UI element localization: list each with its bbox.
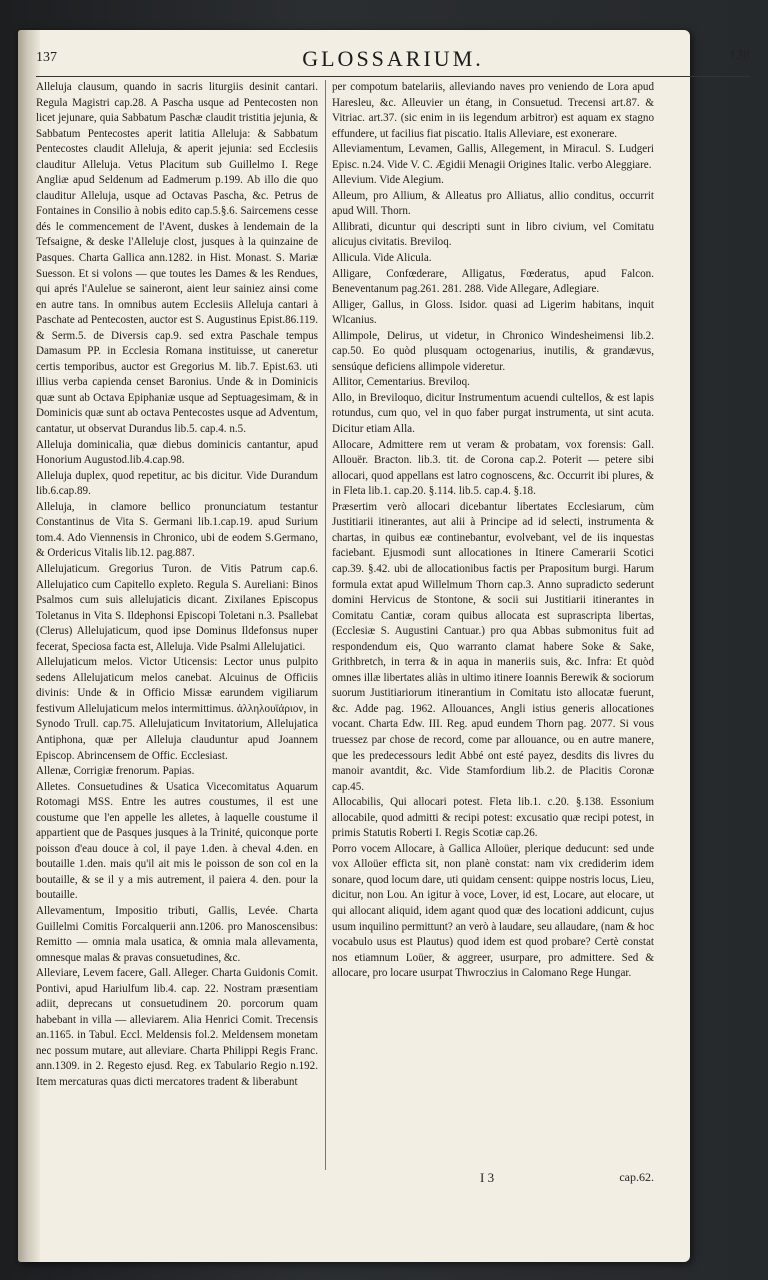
entry-alliger: Alliger, Gallus, in Gloss. Isidor. quasi ad Ligerim habitans, inquit Wlcanius. bbox=[332, 298, 654, 327]
entry-allelujaticum-melos: Allelujaticum melos. Victor Uticensis: Lector unus pulpito sedens Allelujaticum melos canebat. Alcuinus de Officiis divinis: Unde & in Officio Missæ earundem vigiliarum festivum Allelujaticum melos intermittimus. ἀλληλουϊάριον, in Synodo Trull. cap.75. Allelujaticum Invitatorium, Allelujatica Antiphona, quæ per Alleluja clauduntur apud Joannem Episcop. Abrincensem de Offic. Ecclesiast. bbox=[36, 656, 318, 762]
entry-allevium: Allevium. Vide Alegium. bbox=[332, 174, 444, 187]
page-number-right: 138 bbox=[729, 48, 750, 63]
entry-alleum: Alleum, pro Allium, & Alleatus pro Alliatus, allio conditus, occurrit apud Will. Thorn. bbox=[332, 189, 654, 218]
entry-allocare-praesertim: Præsertim verò allocari dicebantur libertates Ecclesiarum, cùm Justitiarii itinerantes, aut alii à Principe ad id selecti, instrumenta & chartas, in quibus eæ continebantur, evolvebant, vel de iis inquestas faciebant. Ejusmodi sunt allocationes in Itinere Camerarii Scotici cap.39. §.42. ubi de allocationibus factis per Prapositum burgi. Harum formula extat apud Willelmum Thorn cap.3. Anno supradicto sederunt domini Hervicus de Stontone, & socii sui Justitiarii itinerantes in Comitatu Cantiæ, coram quibus allocata est suprascripta libertas, (Ecclesiæ S. Augustini Cantuar.) pro qua Abbas submonitus fuit ad respondendum eis, Quo warranto clamat habere Soke & Sake, Grithbretch, in terra & in aqua in maneriis suis, &c. Infra: Et quòd omnes illæ libertates aliàs in ultimo itinere Ioannis Berewik & sociorum suorum Justitiariorum itinerantium in Comitatu isto allocatæ fuerunt, &c. Adde pag. 1962. Allouances, Angli istius generis allocationes vocant. Charta Edw. III. Reg. apud eundem Thorn pag. 2077. Si vous truessez par chose de record, come par allouance, ou en autre manere, que les predecessours ledit Abbé ont esté payez, desdits dis livres du manoir avantdit, &c. Vide Stamfordium lib.2. de Placitis Coronæ cap.45. bbox=[332, 500, 654, 793]
entry-allocare: Allocare, Admittere rem ut veram & probatam, vox forensis: Gall. Allouër. Bracton. lib.3. tit. de Corona cap.2. Poterit — petere sibi allocari, quod appellans est latro cognoscens, &c. Occurrit ibi plures, & in Fleta lib.1. cap.20. §.114. lib.5. cap.4. §.18. bbox=[332, 438, 654, 498]
page-number-left: 137 bbox=[36, 50, 57, 65]
entry-alleluja-dominicalia: Alleluja dominicalia, quæ diebus dominicis cantantur, apud Honorium Augustod.lib.4.cap.98. bbox=[36, 438, 318, 467]
entry-alleluja: Alleluja, in clamore bellico pronunciatum testantur Constantinus de Vita S. Germani lib.1.cap.19. apud Surium tom.4. Ado Viennensis in Chronico, ubi de eodem S.Germano, & Ordericus Vitalis lib.12. pag.887. bbox=[36, 500, 318, 560]
entry-allitor: Allitor, Cementarius. Breviloq. bbox=[332, 376, 470, 389]
signature-mark: I 3 bbox=[480, 1170, 495, 1185]
right-column bbox=[332, 80, 654, 982]
entry-allimpole: Allimpole, Delirus, ut videtur, in Chronico Windesheimensi lib.2. cap.50. Eo quòd plusquam octogenarius, inutilis, & grandævus, sensúque deficiens allimpole videretur. bbox=[332, 329, 654, 373]
catchword: cap.62. bbox=[619, 1170, 654, 1184]
entry-allenae: Allenæ, Corrigiæ frenorum. Papias. bbox=[36, 765, 195, 778]
entry-allocabilis: Allocabilis, Qui allocari potest. Fleta lib.1. c.20. §.138. Essonium allocabile, quod admitti & recipi potest: excusatio quæ recipi potest, in primis Statutis Roberti I. Regis Scotiæ cap.26. bbox=[332, 796, 654, 840]
entry-allibrati: Allibrati, dicuntur qui descripti sunt in libro civium, vel Comitatu alicujus civitatis. Breviloq. bbox=[332, 220, 654, 249]
entry-allelujaticum: Allelujaticum. Gregorius Turon. de Vitis Patrum cap.6. Allelujatico cum Capitello expleto. Regula S. Aureliani: Binos Psalmos cum suis allelujaticis dicant. Zixilanes Episcopus Toletanus in Vita S. Ildephonsi Episcopi Toletani n.3. Psallebat (Clerus) Allelujaticum, quod ipse Dominus Ildefonsus nuper fecerat, Speciosa facta est, Alleluja. Vide Psalmi Allelujatici. bbox=[36, 562, 318, 653]
column-divider bbox=[325, 80, 326, 1170]
entry-allevamentum: Allevamentum, Impositio tributi, Gallis, Levée. Charta Guillelmi Comitis Forcalquerii ann.1206. pro Manoscensibus: Remitto — omnia mala usatica, & omnia mala allevamenta, omnesque malas & pravas consuetudines, &c. bbox=[36, 904, 318, 964]
entry-alleluja-clausum: Alleluja clausum, quando in sacris liturgiis desinit cantari. Regula Magistri cap.28. A Pascha usque ad Pentecosten non licet jejunare, quia Sabbatum Paschæ claudit tristitia jejunia, & Sabbatum Pentecostes aperit latitia Alleluja: & Sabbatum Pentecostes claudit Alleluja, & aperit jejunia: sed Ecclesiis clauditur Alleluja. Vetus Placitum sub Guillelmo I. Rege Angliæ apud Seldenum ad Eadmerum p.199. Ab illo die quo clauditur Alleluja, usque ad Octavas Pascha, &c. Petrus de Fontaines in Consilio à nobis edito cap.5.§.6. Saircemens cesse dés le commencement de l'Avent, duskes à lendemain de la Tefsaigne, & deske l'Alleluje clost, jusques à la quinzaine de Pasques. Charta Gallica ann.1282. in Hist. Monast. S. Mariæ Suesson. Et si volons — que toutes les Dames & les Rendues, qui aprés l'Aulelue se saineront, aient leur sainiez ainsi come en autre tans. In omnibus autem Ecclesiis Alleluja cantari à Paschate ad Pentecosten, auctor est S. Augustinus Epist.86.119. & Serm.5. de Diversis cap.9. sed extra Paschale tempus Damasum PP. in Ecclesia Romana instituisse, ut caneretur certis temporibus, auctor est Gregorius M. lib.7. Epist.63. uti illius verba capienda censet Baronius. Unde & in Dominicis quæ sunt ab Octava Epiphaniæ usque ad Septuagesimam, & in Dominicis quæ sunt ab octava Pentecostes usque ad Adventum, cantatur, ut observat Durandus lib.5. cap.4. n.5. bbox=[36, 81, 318, 436]
entry-alleviare-continued: per compotum batelariis, alleviando naves pro veniendo de Lora apud Haresleu, &c. Alleuvier un étang, in Consuetud. Trecensi art.87. & Vitriac. art.37. (sic enim in iis legendum arbitror) est aquam ex stagno effundere, ut facilius fiat piscatio. Italis Alleviare, est exonerare. bbox=[332, 81, 654, 140]
entry-alletes: Alletes. Consuetudines & Usatica Vicecomitatus Aquarum Rotomagi MSS. Entre les autres coustumes, il est une coustume que l'en appelle les alletes, à laquelle coustume il appartient que de Pasques jusques à la Trinité, quiconque porte poisson d'eau douce à col, il paye 1.den. à cheval 4.den. en boutaille 1.den. mais qu'il ait mis le poisson de son col en la boutaille, & se il y a mis autrement, il paiera 4. den. pour la boutaille. bbox=[36, 780, 318, 902]
page-title: GLOSSARIUM. bbox=[302, 46, 484, 71]
header-rule bbox=[36, 76, 750, 77]
page-footer bbox=[332, 1170, 654, 1190]
entry-alleluja-duplex: Alleluja duplex, quod repetitur, ac bis dicitur. Vide Durandum lib.6.cap.89. bbox=[36, 469, 318, 498]
entry-allo: Allo, in Breviloquo, dicitur Instrumentum acuendi cultellos, & est lapis rotundus, cum quo, vel in quo faber purgat instrumenta, ut sint acuta. Dicitur etiam Alla. bbox=[332, 391, 654, 436]
running-header bbox=[36, 46, 750, 70]
entry-allocare-etymology: Porro vocem Allocare, à Gallica Alloüer, plerique deducunt: sed unde vox Alloüer efficta sit, non planè constat: nam vix crediderim idem sonare, quod locum dare, uti quidam censent: quippe nostris locus, Lieu, dicitur, non Lou. An igitur à voce, Lover, id est, Locare, aut elocare, ut qui allocant aliquid, idem agant quod quæ des locationi addicunt, cujus usum inquilino permittunt? an verò à laudare, seu allaudare, (nam & hoc vocabulo usus est Plautus) quod idem est quod probare? Certè constat nos etiamnum Loüer, & aggreer, usurpare, pro admittere. Sed & allocare, pro locare usurpat Thwroczius in Calomano Rege Hungar. bbox=[332, 842, 654, 980]
left-column bbox=[36, 80, 318, 1091]
entry-allicula: Allicula. Vide Alicula. bbox=[332, 252, 432, 265]
entry-alligare: Alligare, Confœderare, Alligatus, Fœderatus, apud Falcon. Beneventanum pag.261. 281. 288. Vide Allegare, Adlegiare. bbox=[332, 267, 654, 296]
entry-alleviamentum: Alleviamentum, Levamen, Gallis, Allegement, in Miracul. S. Ludgeri Episc. n.24. Vide V. C. Ægidii Menagii Origines Italic. verbo Aleggiare. bbox=[332, 143, 654, 171]
entry-alleviare: Alleviare, Levem facere, Gall. Alleger. Charta Guidonis Comit. Pontivi, apud Hariulfum lib.4. cap. 22. Nostram præsentiam adiit, deprecans ut consuetudinem 20. porcorum quam habebant in villa — alleviarem. Alia Henrici Comit. Trecensis an.1165. in Tabul. Eccl. Meldensis fol.2. Meldensem monetam nec possum mutare, aut alleviare. Charta Philippi Regis Franc. ann.1309. in 2. Regesto ejusd. Reg. ex Tabulario Regio n.192. Item mercaturas quas dicti mercatores tradent & liberabunt bbox=[36, 967, 318, 1088]
